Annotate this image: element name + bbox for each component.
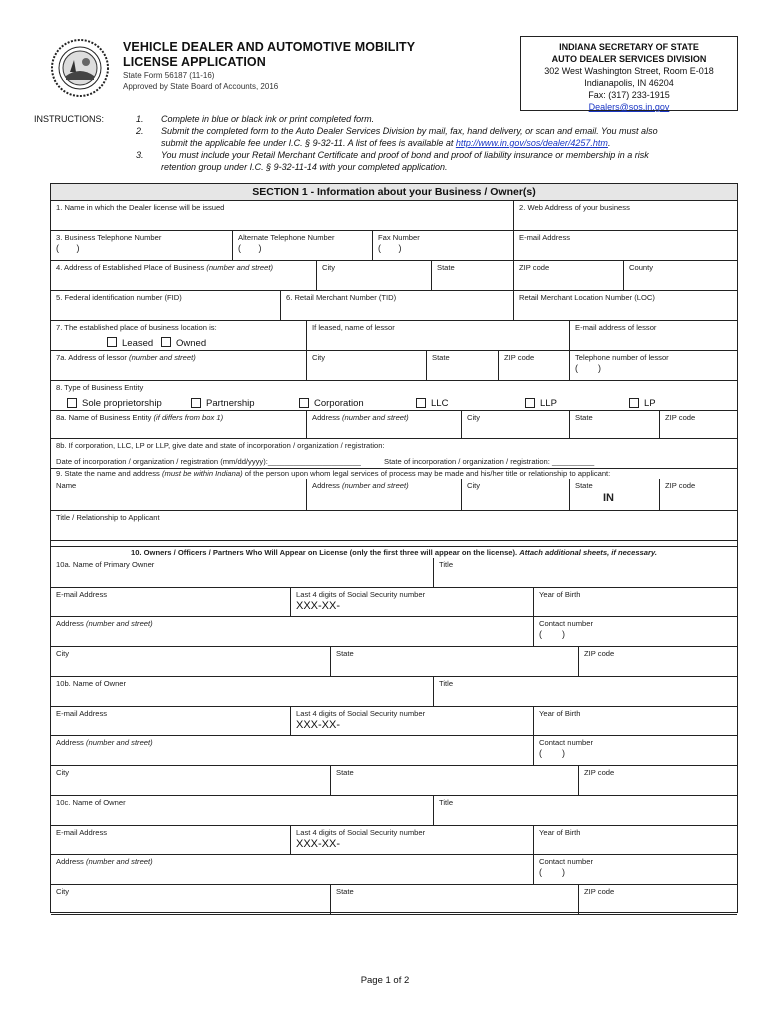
leased-checkbox[interactable] <box>107 337 117 347</box>
lessor-phone-field[interactable]: Telephone number of lessor ( ) <box>570 351 737 381</box>
section1-title: SECTION 1 - Information about your Business / Owner(s) <box>51 184 737 201</box>
alternate-phone-field[interactable]: Alternate Telephone Number ( ) <box>233 231 373 261</box>
owner-state-field[interactable]: State <box>331 766 579 796</box>
location-type-field: 7. The established place of business location is: <box>51 321 307 351</box>
partnership-label: Partnership <box>206 398 255 409</box>
lessor-name-field[interactable]: If leased, name of lessor <box>307 321 570 351</box>
owner-ssn-field[interactable]: Last 4 digits of Social Security number XXX-XX- <box>291 588 534 617</box>
owned-label: Owned <box>176 338 207 349</box>
owner-ssn-field[interactable]: Last 4 digits of Social Security number XXX-XX- <box>291 707 534 736</box>
owner-state-field[interactable]: State <box>331 647 579 677</box>
incorporation-field[interactable]: 8b. If corporation, LLC, LP or LLP, give date and state of incorporation / organization / registration: Date of incorporation / organization / registration (mm/dd/yyyy):______________________ State of incorporation / organization / registration: __________ <box>51 439 737 469</box>
fid-field[interactable]: 5. Federal identification number (FID) <box>51 291 281 321</box>
sole-proprietorship-label: Sole proprietorship <box>82 398 162 409</box>
agent-zip-field[interactable]: ZIP code <box>660 479 737 511</box>
business-city-field[interactable]: City <box>317 261 432 291</box>
lessor-address-field[interactable]: 7a. Address of lessor (number and street) <box>51 351 307 381</box>
business-state-field[interactable]: State <box>432 261 514 291</box>
agent-name-field[interactable]: Name <box>51 479 307 511</box>
leased-label: Leased <box>122 338 154 349</box>
agent-title-field[interactable]: Title / Relationship to Applicant <box>51 511 737 541</box>
llp-label: LLP <box>540 398 557 409</box>
ssn-prefix: XXX-XX- <box>296 600 341 612</box>
page-number: Page 1 of 2 <box>360 975 410 986</box>
lessor-city-field[interactable]: City <box>307 351 427 381</box>
dealer-license-name-field[interactable]: 1. Name in which the Dealer license will be issued <box>51 201 514 231</box>
owner-contact-field[interactable]: Contact number ( ) <box>534 617 737 647</box>
lp-checkbox[interactable] <box>629 398 639 408</box>
form-title: VEHICLE DEALER AND AUTOMOTIVE MOBILITY LICENSE APPLICATION <box>123 40 416 69</box>
entity-state-field[interactable]: State <box>570 411 660 439</box>
owner-name-field[interactable]: 10c. Name of Owner <box>51 796 434 826</box>
business-county-field[interactable]: County <box>624 261 737 291</box>
fee-list-link[interactable]: http://www.in.gov/sos/dealer/4257.htm <box>455 138 608 148</box>
owner-email-field[interactable]: E-mail Address <box>51 707 291 736</box>
owner-ssn-field[interactable]: Last 4 digits of Social Security number XXX-XX- <box>291 826 534 855</box>
owners-heading: 10. Owners / Officers / Partners Who Will Appear on License (only the first three will appear on the license). Attach additional sheets, if necessary. <box>130 548 658 557</box>
lp-label: LP <box>644 398 656 409</box>
agency-email-link[interactable]: Dealers@sos.in.gov <box>588 102 670 112</box>
llp-checkbox[interactable] <box>525 398 535 408</box>
sole-proprietorship-checkbox[interactable] <box>67 398 77 408</box>
agency-address-box: INDIANA SECRETARY OF STATE AUTO DEALER SERVICES DIVISION 302 West Washington Street, Room E-018 Indianapolis, IN 46204 Fax: (317) 233-1915 Dealers@sos.in.gov <box>520 36 738 111</box>
owner-zip-field[interactable]: ZIP code <box>579 647 737 677</box>
section-divider <box>51 541 737 547</box>
process-agent-instruction: 9. State the name and address (must be within Indiana) of the person upon whom legal services of process may be made and his/her title or relationship to applicant: <box>56 469 611 478</box>
business-phone-field[interactable]: 3. Business Telephone Number ( ) <box>51 231 233 261</box>
owner-name-field[interactable]: 10b. Name of Owner <box>51 677 434 707</box>
indiana-state-seal-icon <box>50 38 110 98</box>
lessor-email-field[interactable]: E-mail address of lessor <box>570 321 737 351</box>
owner-year-of-birth-field[interactable]: Year of Birth <box>534 707 737 736</box>
owned-checkbox[interactable] <box>161 337 171 347</box>
owner-address-field[interactable]: Address (number and street) <box>51 855 534 885</box>
llc-checkbox[interactable] <box>416 398 426 408</box>
agent-state-value: IN <box>603 492 614 504</box>
ssn-prefix: XXX-XX- <box>296 838 341 850</box>
form-subtitle: State Form 56187 (11-16) Approved by State Board of Accounts, 2016 <box>123 71 279 91</box>
entity-city-field[interactable]: City <box>462 411 570 439</box>
owner-name-field[interactable]: 10a. Name of Primary Owner <box>51 558 434 588</box>
owner-city-field[interactable]: City <box>51 766 331 796</box>
owner-contact-field[interactable]: Contact number ( ) <box>534 855 737 885</box>
owner-title-field[interactable]: Title <box>434 677 737 707</box>
entity-type-field: 8. Type of Business Entity <box>51 381 737 411</box>
entity-zip-field[interactable]: ZIP code <box>660 411 737 439</box>
owner-title-field[interactable]: Title <box>434 558 737 588</box>
owner-city-field[interactable]: City <box>51 885 331 915</box>
agent-address-field[interactable]: Address (number and street) <box>307 479 462 511</box>
owner-address-field[interactable]: Address (number and street) <box>51 736 534 766</box>
business-zip-field[interactable]: ZIP code <box>514 261 624 291</box>
owner-title-field[interactable]: Title <box>434 796 737 826</box>
ssn-prefix: XXX-XX- <box>296 719 341 731</box>
owner-address-field[interactable]: Address (number and street) <box>51 617 534 647</box>
fax-number-field[interactable]: Fax Number ( ) <box>373 231 514 261</box>
tid-field[interactable]: 6. Retail Merchant Number (TID) <box>281 291 514 321</box>
business-email-field[interactable]: E-mail Address <box>514 231 737 261</box>
entity-name-field[interactable]: 8a. Name of Business Entity (if differs from box 1) <box>51 411 307 439</box>
owner-zip-field[interactable]: ZIP code <box>579 885 737 915</box>
web-address-field[interactable]: 2. Web Address of your business <box>514 201 737 231</box>
owner-year-of-birth-field[interactable]: Year of Birth <box>534 588 737 617</box>
owner-contact-field[interactable]: Contact number ( ) <box>534 736 737 766</box>
entity-address-field[interactable]: Address (number and street) <box>307 411 462 439</box>
section1-form <box>50 183 738 913</box>
owner-zip-field[interactable]: ZIP code <box>579 766 737 796</box>
corporation-label: Corporation <box>314 398 364 409</box>
owner-year-of-birth-field[interactable]: Year of Birth <box>534 826 737 855</box>
owner-city-field[interactable]: City <box>51 647 331 677</box>
instructions-label: INSTRUCTIONS: <box>34 114 105 124</box>
owner-email-field[interactable]: E-mail Address <box>51 826 291 855</box>
llc-label: LLC <box>431 398 449 409</box>
partnership-checkbox[interactable] <box>191 398 201 408</box>
lessor-zip-field[interactable]: ZIP code <box>499 351 570 381</box>
business-address-field[interactable]: 4. Address of Established Place of Business (number and street) <box>51 261 317 291</box>
owner-email-field[interactable]: E-mail Address <box>51 588 291 617</box>
owner-state-field[interactable]: State <box>331 885 579 915</box>
lessor-state-field[interactable]: State <box>427 351 499 381</box>
agent-state-field[interactable]: State IN <box>570 479 660 511</box>
agent-city-field[interactable]: City <box>462 479 570 511</box>
loc-field[interactable]: Retail Merchant Location Number (LOC) <box>514 291 737 321</box>
corporation-checkbox[interactable] <box>299 398 309 408</box>
